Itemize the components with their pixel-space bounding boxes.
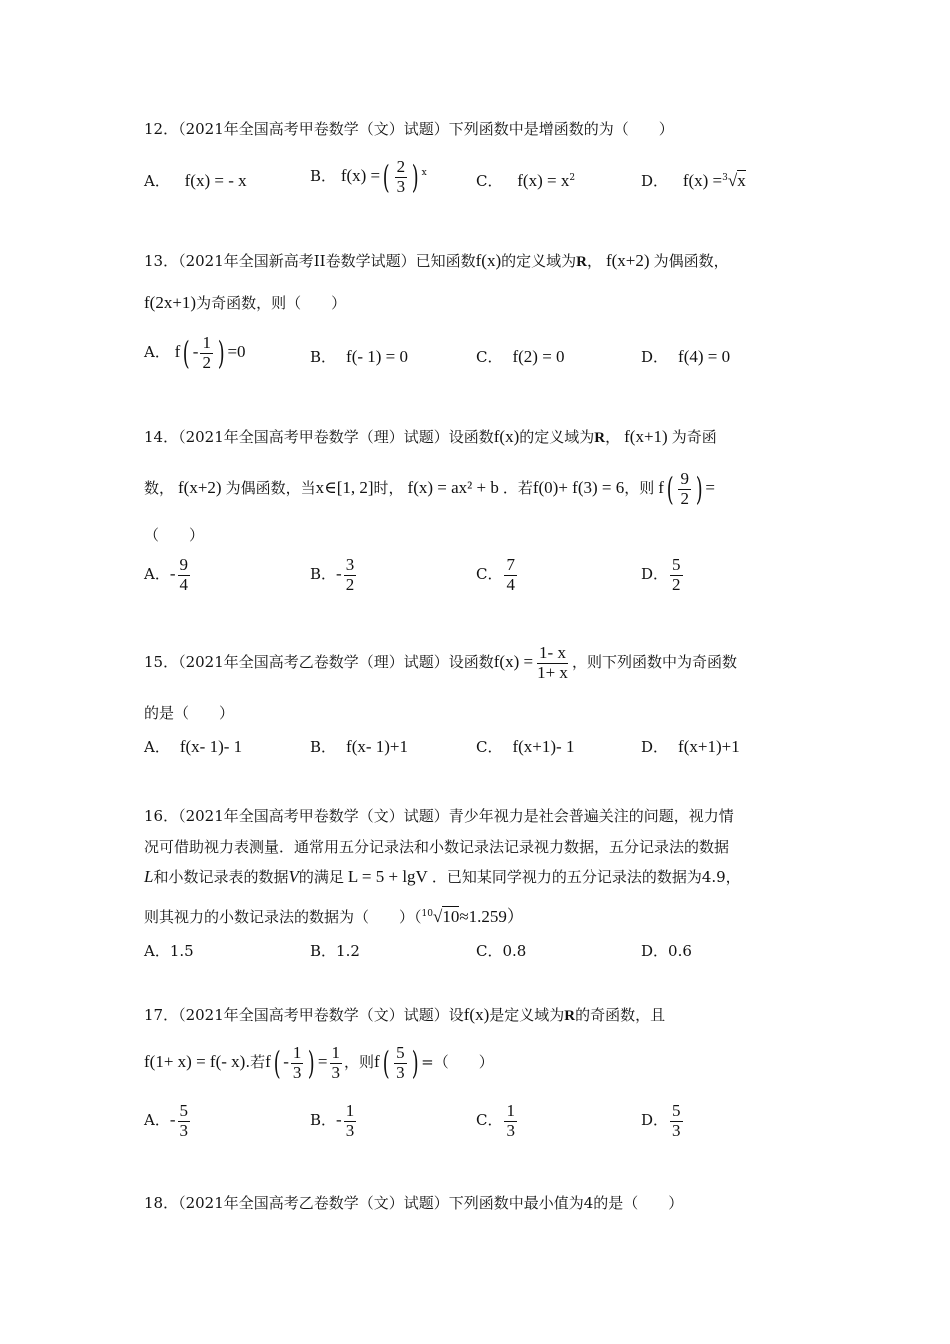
q13-stem-line2: f(2x+1)为奇函数，则（ ） bbox=[144, 293, 347, 312]
q16-stem-line2: 况可借助视力表测量．通常用五分记录法和小数记录法记录视力数据，五分记录法的数据 bbox=[144, 838, 730, 856]
q14-option-c: C． $\frac{7}{4}$ bbox=[476, 555, 515, 594]
q17-stem-line1: 17．（2021年全国高考甲卷数学（文）试题）设f(x)是定义域为R的奇函数，且 bbox=[144, 1005, 666, 1024]
q13-stem-line1: 13．（2021年全国新高考II卷数学试题）已知函数f(x)的定义域为R， f(x+2) 为偶函数， bbox=[144, 251, 729, 270]
q15-stem-line1: 15．（2021年全国高考乙卷数学（理）试题）设函数f(x) = $\frac{1- x}{1+ x}$ ，则下列函数中为奇函数 bbox=[144, 643, 737, 682]
q15-option-b: B． f(x- 1)+1 bbox=[310, 737, 409, 756]
q13-option-d: D． f(4) = 0 bbox=[641, 347, 731, 366]
q15-option-c: C． f(x+1)- 1 bbox=[476, 737, 575, 756]
q15-option-a: A． f(x- 1)- 1 bbox=[144, 737, 243, 756]
q16-option-d: D．0.6 bbox=[641, 942, 692, 960]
q15-option-d: D． f(x+1)+1 bbox=[641, 737, 740, 756]
q16-option-c: C．0.8 bbox=[476, 942, 527, 960]
option-label: B． bbox=[310, 167, 337, 186]
q14-option-a: A．- $\frac{9}{4}$ bbox=[144, 555, 189, 594]
q16-option-b: B．1.2 bbox=[310, 942, 360, 960]
q17-option-d: D． $\frac{5}{3}$ bbox=[641, 1101, 681, 1140]
q12-stem: 12．（2021年全国高考甲卷数学（文）试题）下列函数中是增函数的为（ ） bbox=[144, 120, 674, 138]
option-label: D． bbox=[641, 172, 669, 190]
math-expr: f(x) = bbox=[340, 166, 381, 186]
q18-stem: 18．（2021年全国高考乙卷数学（文）试题）下列函数中最小值为4的是（ ） bbox=[144, 1194, 684, 1212]
q12-option-d: D． f(x) =$^3$√x bbox=[641, 171, 746, 190]
radical: √x bbox=[727, 171, 746, 190]
fraction: $\frac{2}{3}$ bbox=[396, 157, 406, 196]
q15-stem-line2: 的是（ ） bbox=[144, 704, 235, 722]
q16-stem-line1: 16．（2021年全国高考甲卷数学（文）试题）青少年视力是社会普遍关注的问题，视力情 bbox=[144, 807, 734, 825]
q13-option-a: A． f( - $\frac{1}{2}$ ) =0 bbox=[144, 333, 246, 373]
q17-stem-line2: f(1+ x) = f(- x).若f( - $\frac{1}{3}$ ) = $\frac{1}{3}$ ，则f( $\frac{5}{3}$ ) =（ ） bbox=[144, 1043, 494, 1083]
q17-option-b: B．- $\frac{1}{3}$ bbox=[310, 1101, 355, 1140]
q16-option-a: A．1.5 bbox=[144, 942, 194, 960]
q14-stem-line3: （ ） bbox=[144, 526, 205, 544]
q16-stem-line4: 则其视力的小数记录法的数据为（ ）（$^{10}$√10≈1.259） bbox=[144, 907, 524, 926]
q12-option-b: B． f(x) =( $\frac{2}{3}$ ) $^x$ bbox=[310, 157, 427, 197]
q14-stem-line2: 数， f(x+2) 为偶函数，当x∈[1, 2]时， f(x) = ax² + b ．若f(0)+ f(3) = 6，则 f( $\frac{9}{2}$ ) = bbox=[144, 469, 716, 509]
q14-option-b: B．- $\frac{3}{2}$ bbox=[310, 555, 355, 594]
option-label: A． bbox=[144, 172, 170, 190]
q12-option-a bbox=[144, 170, 247, 191]
radical: √10 bbox=[432, 907, 460, 926]
math-expr: f(x) = - x bbox=[184, 171, 247, 190]
q13-option-b: B． f(- 1) = 0 bbox=[310, 347, 409, 366]
q13-option-c: C． f(2) = 0 bbox=[476, 347, 565, 366]
q17-option-c: C． $\frac{1}{3}$ bbox=[476, 1101, 515, 1140]
q12-option-c: C． $f(x) = x^2$ bbox=[476, 171, 576, 190]
q17-option-a: A．- $\frac{5}{3}$ bbox=[144, 1101, 189, 1140]
option-label: C． bbox=[476, 172, 503, 190]
q16-stem-line3: L和小数记录表的数据V的满足 L = 5 + lgV ．已知某同学视力的五分记录法的数据为4.9， bbox=[144, 867, 741, 886]
q14-stem-line1: 14．（2021年全国高考甲卷数学（理）试题）设函数f(x)的定义域为R， f(x+1) 为奇函 bbox=[144, 427, 717, 446]
q14-option-d: D． $\frac{5}{2}$ bbox=[641, 555, 681, 594]
